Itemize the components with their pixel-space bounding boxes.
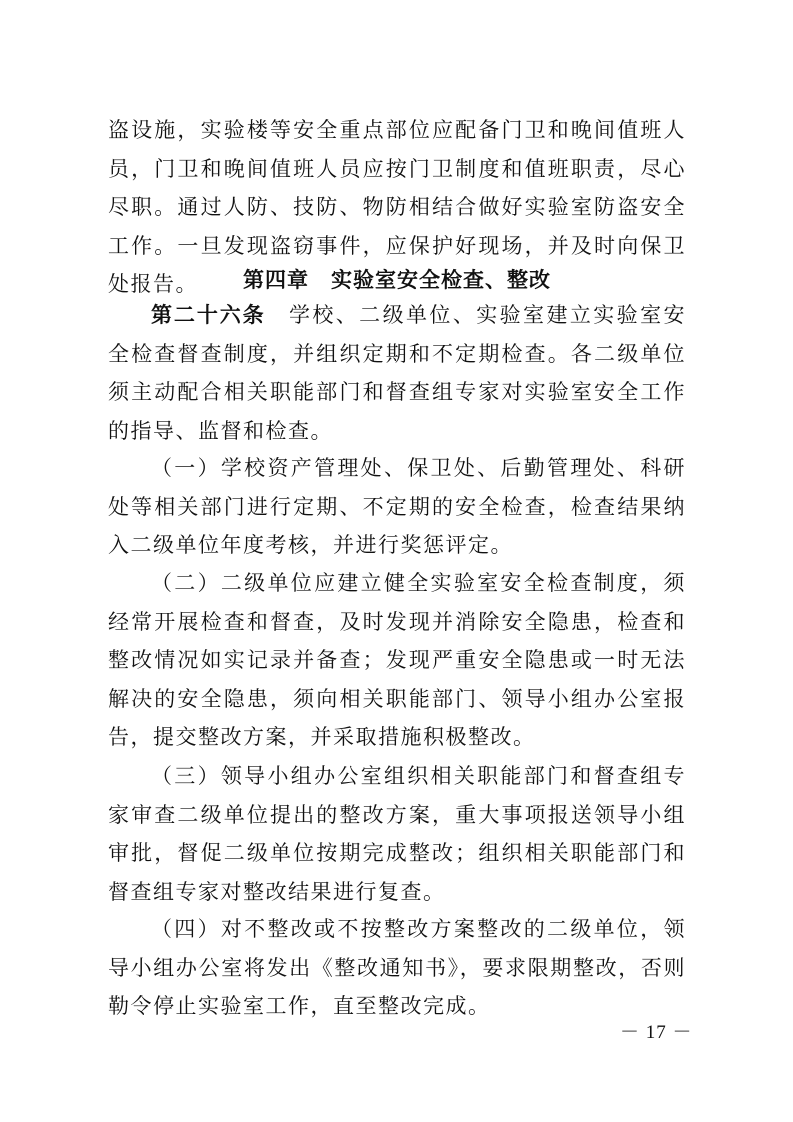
item-1-paragraph: （一）学校资产管理处、保卫处、后勤管理处、科研处等相关部门进行定期、不定期的安全检查，检查结果纳入二级单位年度考核，并进行奖惩评定。 xyxy=(108,456,686,557)
article-26-paragraph xyxy=(108,296,686,450)
article-26-title: 第二十六条 xyxy=(151,303,266,327)
item-4-paragraph: （四）对不整改或不按整改方案整改的二级单位，领导小组办公室将发出《整改通知书》，要求限期整改，否则勒令停止实验室工作，直至整改完成。 xyxy=(108,917,686,1018)
intro-paragraph: 盗设施，实验楼等安全重点部位应配备门卫和晚间值班人员，门卫和晚间值班人员应按门卫制度和值班职责，尽心尽职。通过人防、技防、物防相结合做好实验室防盗安全工作。一旦发现盗窃事件，应保护好现场，并及时向保卫处报告。 xyxy=(108,118,686,296)
item-2-paragraph: （二）二级单位应建立健全实验室安全检查制度，须经常开展检查和督查，及时发现并消除安全隐患，检查和整改情况如实记录并备查；发现严重安全隐患或一时无法解决的安全隐患，须向相关职能部门、领导小组办公室报告，提交整改方案，并采取措施积极整改。 xyxy=(108,571,686,749)
item-3-paragraph: （三）领导小组办公室组织相关职能部门和督查组专家审查二级单位提出的整改方案，重大事项报送领导小组审批，督促二级单位按期完成整改；组织相关职能部门和督查组专家对整改结果进行复查。 xyxy=(108,764,686,904)
chapter-heading: 第四章 实验室安全检查、整改 xyxy=(243,268,551,292)
page-number: － 17 － xyxy=(620,1022,693,1043)
article-26-body: 学校、二级单位、实验室建立实验室安全检查督查制度，并组织定期和不定期检查。各二级单位须主动配合相关职能部门和督查组专家对实验室安全工作的指导、监督和检查。 xyxy=(108,303,686,443)
